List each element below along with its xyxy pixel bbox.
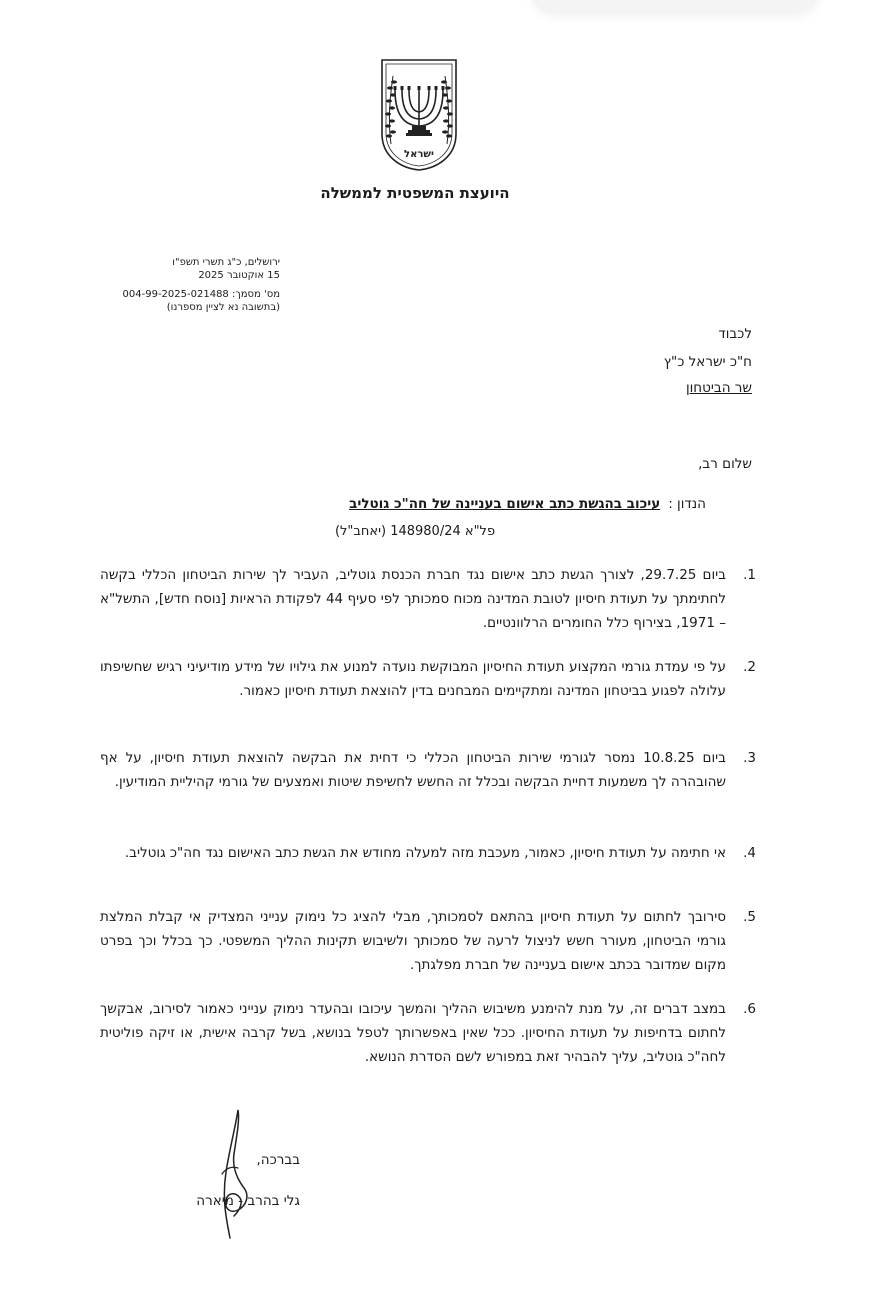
paragraph-text: סירובך לחתום על תעודת חיסיון בהתאם לסמכותך, מבלי להציג כל נימוק ענייני המצדיק אי קבלת המלצת גורמי הביטחון, מעורר חשש לניצול לרעה של סמכותך ולשיבוש תקינות ההליך המשפטי. כך בכלל וכך בפרט מקום שמדובר בכתב אישום בעניינה של חברת מפלגתך.: [100, 909, 726, 973]
paragraph-6: [100, 997, 756, 1069]
case-reference: פל"א 148980/24 (יאחב"ל): [334, 524, 496, 539]
letter-meta: [100, 256, 280, 314]
paragraph-number: 1.: [743, 567, 756, 583]
office-title: היועצת המשפטית לממשלה: [320, 184, 510, 202]
addressee-name: ח"כ ישראל כ"ץ: [663, 354, 752, 370]
gregorian-date: 15 אוקטובר 2025: [198, 270, 280, 281]
browser-top-tab: [530, 0, 820, 14]
emblem-text: ישראל: [404, 149, 434, 160]
paragraph-number: 5.: [743, 909, 756, 925]
addressee-to: לכבוד: [718, 326, 752, 342]
paragraph-text: ביום 10.8.25 נמסר לגורמי שירות הביטחון הכללי כי דחית את הבקשה להוצאת תעודת חיסיון, על אף שהובהרה לך משמעות דחיית הבקשה ובכלל זה החשש לחשיפת שיטות ואמצעים של גורמי קהיליית המודיעין.: [100, 750, 726, 790]
paragraph-number: 3.: [743, 750, 756, 766]
handwritten-signature-icon: [196, 1102, 266, 1242]
subject-text: עיכוב בהגשת כתב אישום בעניינה של חה"כ גוטליב: [349, 496, 661, 512]
addressee-title: שר הביטחון: [685, 380, 752, 396]
paragraph-text: על פי עמדת גורמי המקצוע תעודת החיסיון המבוקשת נועדה למנוע את גילויו של מידע מודיעיני רגיש שחשיפתו עלולה לפגוע בביטחון המדינה ומתקיימים המבחנים בדין להוצאת תעודת חיסיון כאמור.: [100, 659, 726, 699]
document-number: מס' מסמך: 004-99-2025-021488: [122, 289, 280, 300]
hebrew-date: ירושלים, כ"ג תשרי תשפ"ו: [172, 257, 280, 268]
signer-name: גלי בהרב - מיארה: [196, 1193, 300, 1209]
reply-note: (בתשובה נא לציין מספרנו): [166, 302, 280, 313]
paragraph-number: 4.: [743, 845, 756, 861]
paragraph-text: אי חתימה על תעודת חיסיון, כאמור, מעכבת מזה למעלה מחודש את הגשת כתב האישום נגד חה"כ גוטליב.: [124, 845, 726, 861]
paragraph-number: 6.: [743, 1001, 756, 1017]
paragraph-text: ביום 29.7.25, לצורך הגשת כתב אישום נגד חברת הכנסת גוטליב, העביר לך שירות הביטחון הכללי בקשה לחתימתך על תעודת חיסיון לטובת המדינה מכוח סמכותך לפי סעיף 44 לפקודת הראיות [נוסח חדש], התשל"א – 1971, בצירוף כלל החומרים הרלוונטיים.: [100, 567, 727, 631]
closing: בברכה,: [256, 1152, 300, 1168]
paragraph-3: [100, 746, 756, 794]
paragraph-text: במצב דברים זה, על מנת להימנע משיבוש ההליך והמשך עיכובו ובהעדר נימוק ענייני כאמור לסירוב, אבקשך לחתום בדחיפות על תעודת החיסיון. ככל שאין באפשרותך לטפל בנושא, בשל קרבה אישית, או זיקה פוליטית לחה"כ גוטליב, עליך להבהיר זאת במפורש לשם הסדרת הנושא.: [100, 1001, 726, 1065]
state-emblem-icon: [378, 56, 460, 172]
paragraph-number: 2.: [743, 659, 756, 675]
paragraph-1: [100, 563, 756, 635]
paragraph-4: [100, 841, 756, 865]
paragraph-2: [100, 655, 756, 703]
greeting: שלום רב,: [698, 456, 752, 472]
paragraph-5: [100, 905, 756, 977]
subject-line: [150, 496, 706, 512]
subject-label: הנדון :: [668, 496, 706, 512]
